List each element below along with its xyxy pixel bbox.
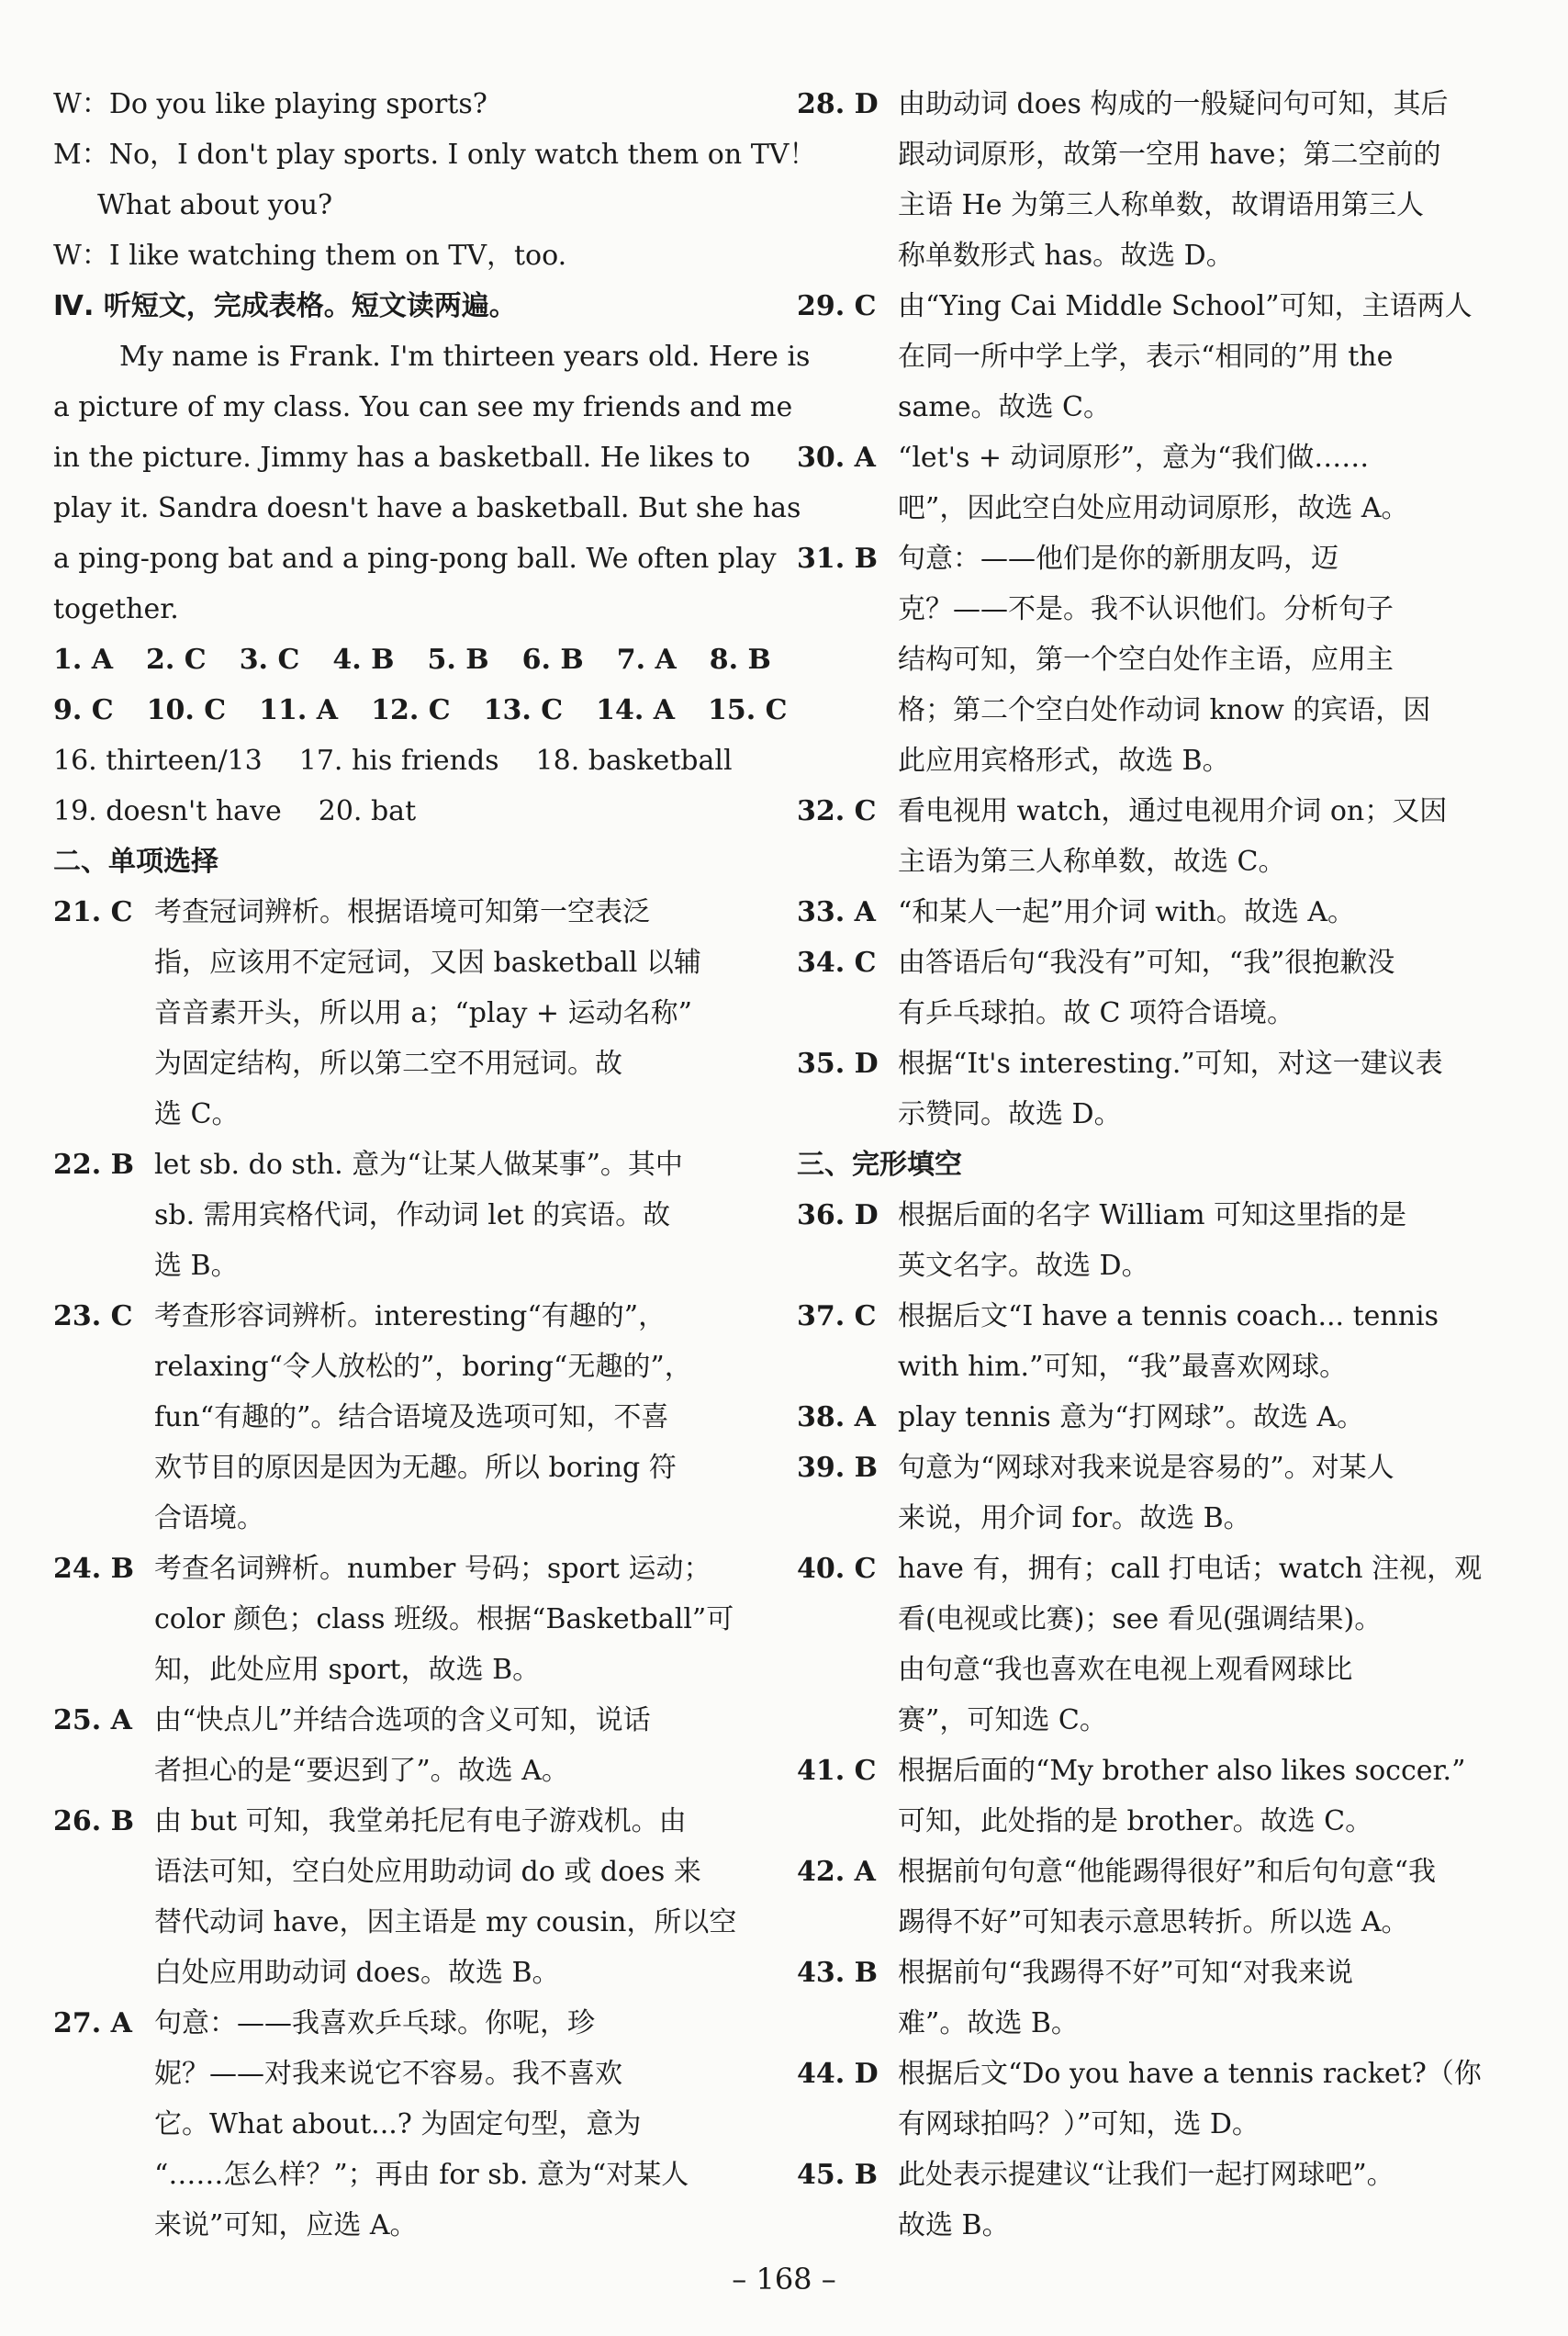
explanation-line: 此处表示提建议“让我们一起打网球吧”。 [898,2159,1394,2191]
explanation-line: 语法可知，空白处应用助动词 do 或 does 来 [154,1856,701,1888]
explanation-line: 考查名词辨析。number 号码；sport 运动； [154,1553,711,1585]
answer-explanation-item [797,1544,1483,1746]
item-number: 30. A [797,442,876,474]
answer-explanation-item [53,887,716,1140]
item-number: 24. B [53,1553,134,1585]
explanation-line: 由 but 可知，我堂弟托尼有电子游戏机。由 [154,1805,687,1837]
answer-explanation-item [53,1998,716,2251]
answer-explanation-item [53,1291,716,1544]
item-explanation [898,533,1467,786]
item-explanation [154,1140,716,1291]
explanation-line: 格；第二个空白处作动词 know 的宾语，因 [898,694,1431,726]
item-number: 41. C [797,1755,877,1787]
explanation-line: 由“Ying Cai Middle School”可知，主语两人 [898,290,1473,322]
item-number: 31. B [797,543,878,575]
explanation-line: 根据后文“I have a tennis coach... tennis [898,1300,1439,1332]
item-explanation [898,1948,1467,2049]
explanation-line: 知，此处应用 sport，故选 B。 [154,1654,541,1686]
answers-row [53,685,788,736]
item-explanation [898,1392,1467,1443]
explanation-line: 有乒乓球拍。故 C 项符合语境。 [898,997,1295,1029]
section-heading-single-choice: 二、单项选择 [53,846,218,878]
explanation-line: 音音素开头，所以用 a；“play + 运动名称” [154,997,692,1029]
explanation-line: color 颜色；class 班级。根据“Basketball”可 [154,1603,734,1635]
right-item-list-a [797,79,1473,1140]
item-number: 37. C [797,1300,877,1332]
item-number: 43. B [797,1957,878,1989]
explanation-line: have 有，拥有；call 打电话；watch 注视，观 [898,1553,1483,1585]
passage-line: a ping-pong bat and a ping-pong ball. We often play [53,543,777,575]
right-item-list-b [797,1190,1483,2251]
item-number: 44. D [797,2058,879,2090]
explanation-line: 示赞同。故选 D。 [898,1098,1122,1130]
explanation-line: sb. 需用宾格代词，作动词 let 的宾语。故 [154,1199,671,1231]
item-number: 38. A [797,1401,876,1433]
item-number: 21. C [53,896,133,928]
explanation-line: same。故选 C。 [898,391,1111,423]
right-column [797,79,1483,2251]
answer: 8. B [709,644,771,676]
answer: 5. B [427,644,489,676]
answer-explanation-item [797,1190,1467,1291]
answer-explanation-item [797,1948,1467,2049]
explanation-line: 踢得不好”可知表示意思转折。所以选 A。 [898,1906,1409,1938]
answer: 4. B [332,644,395,676]
answer-explanation-item [797,938,1467,1039]
dialog-line: W：Do you like playing sports? [53,88,487,120]
item-explanation [898,1443,1467,1544]
answer-explanation-item [53,1140,716,1291]
explanation-line: 考查形容词辨析。interesting“有趣的”， [154,1300,666,1332]
explanation-line: 赛”，可知选 C。 [898,1704,1107,1736]
answer: 7. A [616,644,677,676]
explanation-line: with him.”可知，“我”最喜欢网球。 [898,1351,1348,1383]
item-number: 45. B [797,2159,878,2191]
item-explanation [898,887,1467,938]
explanation-line: 根据前句句意“他能踢得很好”和后句句意“我 [898,1856,1437,1888]
answer: 11. A [259,694,339,726]
explanation-line: 来说，用介词 for。故选 B。 [898,1502,1251,1534]
explanation-line: 根据前句“我踢得不好”可知“对我来说 [898,1957,1354,1989]
explanation-line: 句意为“网球对我来说是容易的”。对某人 [898,1452,1394,1484]
item-number: 22. B [53,1149,134,1181]
explanation-line: 白处应用助动词 does。故选 B。 [154,1957,560,1989]
explanation-line: 主语为第三人称单数，故选 C。 [898,846,1286,878]
explanation-line: 由“快点儿”并结合选项的含义可知，说话 [154,1704,651,1736]
answer-explanation-item [797,887,1467,938]
item-explanation [898,1746,1467,1847]
item-number: 42. A [797,1856,876,1888]
passage-line: a picture of my class. You can see my friends and me [53,391,793,423]
answer-explanation-item [797,79,1467,281]
explanation-line: 跟动词原形，故第一空用 have；第二空前的 [898,139,1441,171]
answer: 10. C [146,694,227,726]
item-number: 34. C [797,947,877,979]
explanation-line: 可知，此处指的是 brother。故选 C。 [898,1805,1373,1837]
explanation-line: fun“有趣的”。结合语境及选项可知，不喜 [154,1401,669,1433]
item-number: 23. C [53,1300,133,1332]
item-explanation [898,432,1467,533]
fill-answers-row [53,736,733,786]
item-explanation [898,1291,1467,1392]
item-number: 36. D [797,1199,879,1231]
item-explanation [154,1544,734,1695]
item-explanation [898,786,1467,887]
explanation-line: “let's + 动词原形”，意为“我们做…… [898,442,1370,474]
item-explanation [898,1847,1467,1948]
answer-explanation-item [797,432,1467,533]
item-explanation [154,1796,736,1998]
item-number: 28. D [797,88,879,120]
explanation-line: 根据后面的名字 William 可知这里指的是 [898,1199,1407,1231]
item-number: 32. C [797,795,877,827]
explanation-line: relaxing“令人放松的”，boring“无趣的”， [154,1351,692,1383]
item-explanation [154,1695,716,1796]
dialog-line: M：No，I don't play sports. I only watch them on TV！ [53,139,817,171]
answer: 12. C [371,694,451,726]
explanation-line: 结构可知，第一个空白处作主语，应用主 [898,644,1394,676]
fill-answer: 20. bat [318,795,417,827]
explanation-line: 英文名字。故选 D。 [898,1250,1149,1282]
answer-explanation-item [53,1695,716,1796]
left-item-list [53,887,737,2251]
explanation-line: 指，应该用不定冠词，又因 basketball 以辅 [154,947,701,979]
explanation-line: 主语 He 为第三人称单数，故谓语用第三人 [898,189,1424,221]
item-explanation [898,2150,1467,2251]
explanation-line: 吧”，因此空白处应用动词原形，故选 A。 [898,492,1409,524]
answer-explanation-item [797,2049,1482,2150]
item-explanation [154,1291,716,1544]
explanation-line: 为固定结构，所以第二空不用冠词。故 [154,1048,622,1080]
explanation-line: 由助动词 does 构成的一般疑问句可知，其后 [898,88,1449,120]
item-explanation [898,281,1473,432]
item-explanation [898,1039,1467,1140]
explanation-line: 替代动词 have，因主语是 my cousin，所以空 [154,1906,737,1938]
fill-answer: 19. doesn't have [53,795,282,827]
explanation-line: 此应用宾格形式，故选 B。 [898,745,1230,777]
explanation-line: 有网球拍吗？）”可知，选 D。 [898,2108,1260,2140]
explanation-line: 句意：——他们是你的新朋友吗，迈 [898,543,1338,575]
answer-explanation-item [797,281,1473,432]
item-number: 25. A [53,1704,132,1736]
item-explanation [898,2049,1482,2150]
explanation-line: 克？——不是。我不认识他们。分析句子 [898,593,1394,625]
explanation-line: 选 B。 [154,1250,239,1282]
item-number: 33. A [797,896,876,928]
explanation-line: 欢节目的原因是因为无趣。所以 boring 符 [154,1452,677,1484]
answer-explanation-item [797,1746,1467,1847]
explanation-line: 看(电视或比赛)；see 看见(强调结果)。 [898,1603,1383,1635]
item-explanation [154,1998,716,2251]
item-number: 26. B [53,1805,134,1837]
explanation-line: 妮？——对我来说它不容易。我不喜欢 [154,2058,622,2090]
answer-explanation-item [53,1796,737,1998]
explanation-line: 它。What about...? 为固定句型，意为 [154,2108,642,2140]
explanation-line: play tennis 意为“打网球”。故选 A。 [898,1401,1365,1433]
explanation-line: 看电视用 watch，通过电视用介词 on；又因 [898,795,1448,827]
answer: 13. C [483,694,564,726]
item-number: 39. B [797,1452,878,1484]
item-explanation [898,1544,1482,1746]
explanation-line: 根据后面的“My brother also likes soccer.” [898,1755,1466,1787]
item-explanation [154,887,716,1140]
explanation-line: 来说”可知，应选 A。 [154,2209,418,2241]
explanation-line: “……怎么样？”；再由 for sb. 意为“对某人 [154,2159,689,2191]
explanation-line: 故选 B。 [898,2209,1010,2241]
passage-line: play it. Sandra doesn't have a basketball. But she has [53,492,801,524]
dialog-line: What about you? [97,189,333,221]
item-explanation [898,1190,1467,1291]
explanation-line: 者担心的是“要迟到了”。故选 A。 [154,1755,569,1787]
answer-explanation-item [797,786,1467,887]
left-column [53,79,817,2251]
explanation-line: 根据“It's interesting.”可知，对这一建议表 [898,1048,1443,1080]
answer-explanation-item [53,1544,734,1695]
answer: 1. A [53,644,114,676]
section-heading-cloze: 三、完形填空 [797,1149,962,1181]
fill-answers-row [53,786,716,837]
item-explanation [898,79,1467,281]
item-explanation [898,938,1467,1039]
explanation-line: 句意：——我喜欢乒乓球。你呢，珍 [154,2007,595,2039]
explanation-line: 称单数形式 has。故选 D。 [898,240,1234,272]
answer-explanation-item [797,1392,1467,1443]
answer: 14. A [596,694,676,726]
answer-explanation-item [797,1291,1467,1392]
passage-line: in the picture. Jimmy has a basketball. He likes to [53,442,751,474]
fill-answer: 18. basketball [535,745,733,777]
answers-row [53,635,771,685]
dialog-line: W：I like watching them on TV，too. [53,240,567,272]
fill-answer: 17. his friends [298,745,499,777]
explanation-line: 考查冠词辨析。根据语境可知第一空表泛 [154,896,650,928]
item-number: 27. A [53,2007,132,2039]
explanation-line: 选 C。 [154,1098,240,1130]
explanation-line: 根据后文“Do you have a tennis racket?（你 [898,2058,1482,2090]
explanation-line: 由答语后句“我没有”可知，“我”很抱歉没 [898,947,1395,979]
item-number: 35. D [797,1048,879,1080]
explanation-line: 在同一所中学上学，表示“相同的”用 the [898,341,1394,373]
passage-line: My name is Frank. I'm thirteen years old. Here is [119,341,811,373]
answer: 9. C [53,694,114,726]
answer-explanation-item [797,1443,1467,1544]
answer: 6. B [521,644,584,676]
explanation-line: 由句意“我也喜欢在电视上观看网球比 [898,1654,1353,1686]
item-number: 29. C [797,290,877,322]
passage-line: together. [53,593,179,625]
explanation-line: 难”。故选 B。 [898,2007,1079,2039]
item-number: 40. C [797,1553,877,1585]
section-heading-listening: Ⅳ. 听短文，完成表格。短文读两遍。 [53,290,517,322]
explanation-line: let sb. do sth. 意为“让某人做某事”。其中 [154,1149,683,1181]
answer: 15. C [708,694,788,726]
fill-answer: 16. thirteen/13 [53,745,263,777]
answer-explanation-item [797,2150,1467,2251]
explanation-line: “和某人一起”用介词 with。故选 A。 [898,896,1356,928]
answer-explanation-item [797,1847,1467,1948]
answer-explanation-item [797,1039,1467,1140]
explanation-line: 合语境。 [154,1502,264,1534]
answer: 2. C [146,644,207,676]
answer-explanation-item [797,533,1467,786]
answer: 3. C [239,644,300,676]
page-number: – 168 – [732,2262,836,2297]
